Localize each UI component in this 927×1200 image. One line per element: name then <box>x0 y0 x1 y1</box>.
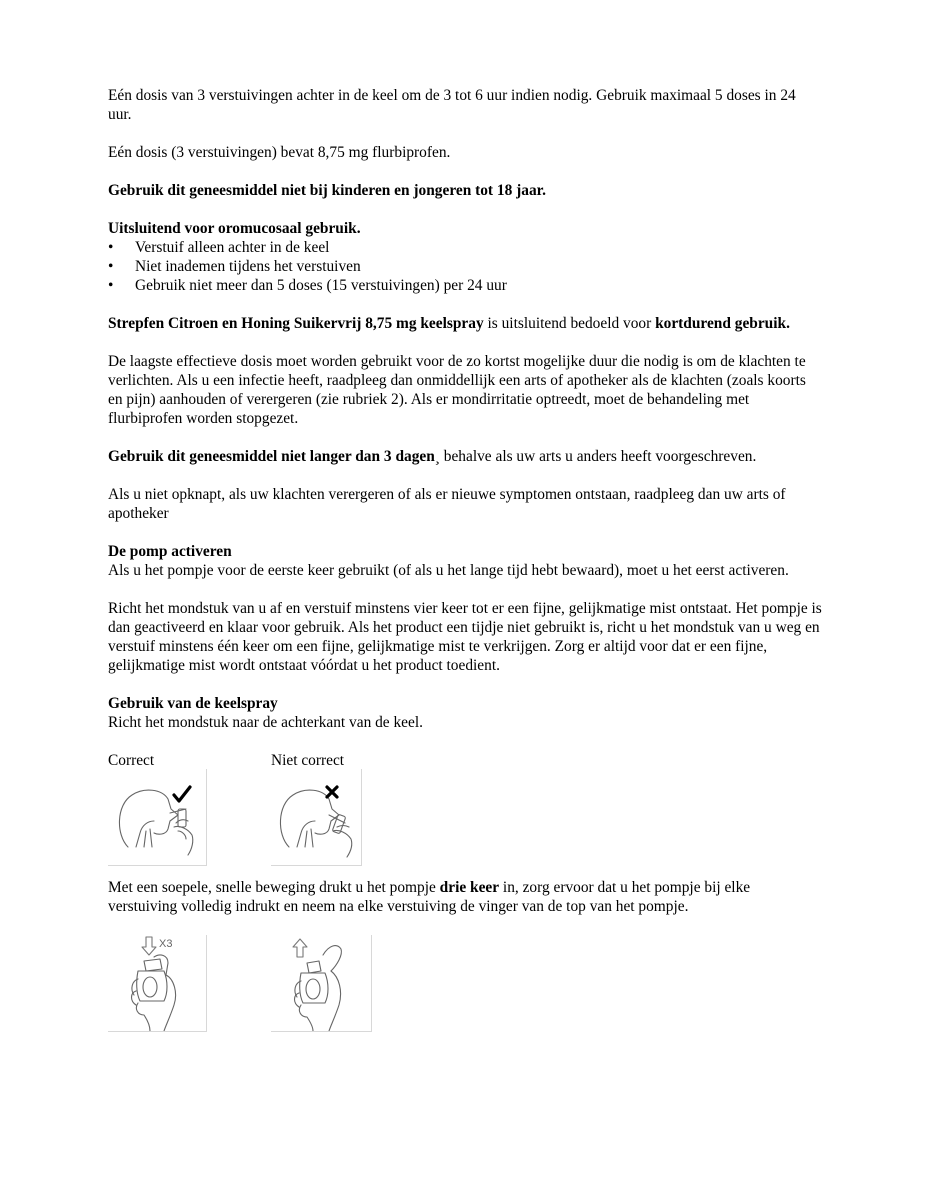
list-item: • Verstuif alleen achter in de keel <box>108 238 823 257</box>
max-days-bold: Gebruik dit geneesmiddel niet langer dan 3 dagen <box>108 448 435 465</box>
no-improvement-paragraph: Als u niet opknapt, als uw klachten verergeren of als er nieuwe symptomen ontstaan, raadpleeg dan uw arts of apotheker <box>108 486 786 522</box>
activate-heading-text: De pomp activeren <box>108 543 232 560</box>
press-figures <box>108 935 823 1035</box>
use-spray-heading <box>108 694 823 713</box>
max-days-paragraph <box>108 447 823 466</box>
spray-direction-figures <box>108 751 823 878</box>
arrow-up-icon <box>293 939 307 957</box>
activate-text: Als u het pompje voor de eerste keer gebruikt (of als u het lange tijd hebt bewaard), moet u het eerst activeren. <box>108 562 789 579</box>
figure-release <box>271 935 372 1032</box>
oromucosal-heading-text: Uitsluitend voor oromucosaal gebruik. <box>108 220 361 237</box>
caption-correct: Correct <box>108 752 155 769</box>
activate-heading <box>108 542 823 561</box>
leaflet-page <box>108 86 823 1035</box>
press-after: in, zorg ervoor dat u het pompje bij elke verstuiving volledig indrukt en neem na elke verstuiving de vinger van de top van het pompje. <box>108 879 751 915</box>
press-before: Met een soepele, snelle beweging drukt u het pompje <box>108 879 440 896</box>
max-days-comma: ¸ <box>434 448 440 465</box>
press-bold: drie keer <box>439 879 500 896</box>
use-spray-heading-text: Gebruik van de keelspray <box>108 695 278 712</box>
figure-press <box>108 935 207 1032</box>
use-spray-text: Richt het mondstuk naar de achterkant van de keel. <box>108 714 423 731</box>
children-warning-text: Gebruik dit geneesmiddel niet bij kinderen en jongeren tot 18 jaar. <box>108 182 546 199</box>
list-item: • Niet inademen tijdens het verstuiven <box>108 257 823 276</box>
max-days-rest: behalve als uw arts u anders heeft voorgeschreven. <box>439 448 757 465</box>
cross-icon <box>327 787 337 797</box>
oromucosal-heading <box>108 219 823 238</box>
children-warning <box>108 181 823 200</box>
lowest-dose-paragraph: De laagste effectieve dosis moet worden gebruikt voor de zo kortst mogelijke duur die nodig is om de klachten te verlichten. Als u een infectie heeft, raadpleeg dan onmiddellijk een arts of apotheker als de klachten (zoals koorts en pijn) aanhouden of verergeren (zie rubriek 2). Als er mondirritatie optreedt, moet de behandeling met flurbiprofen worden stopgezet. <box>108 353 806 427</box>
activate-details: Richt het mondstuk van u af en verstuif minstens vier keer tot er een fijne, gelijkmatige mist ontstaat. Het pompje is dan geactiveerd en klaar voor gebruik. Als het product een tijdje niet gebruikt is, richt u het mondstuk van u weg en verstuif minstens één keer om een fijne, gelijkmatige mist te verkrijgen. Zorg er altijd voor dat er een fijne, gelijkmatige mist wordt ontstaat vóórdat u het product toedient. <box>108 600 822 674</box>
short-use-emphasis: kortdurend gebruik. <box>655 315 790 332</box>
press-paragraph <box>108 878 823 916</box>
caption-incorrect: Niet correct <box>271 752 345 769</box>
dose-instructions: Eén dosis van 3 verstuivingen achter in de keel om de 3 tot 6 uur indien nodig. Gebruik maximaal 5 doses in 24 uur. <box>108 87 796 123</box>
arrow-down-icon <box>142 937 156 955</box>
figure-incorrect <box>271 769 362 866</box>
short-use-middle: is uitsluitend bedoeld voor <box>483 315 656 332</box>
oromucosal-list <box>108 238 823 295</box>
short-use-paragraph <box>108 314 823 333</box>
list-item: • Gebruik niet meer dan 5 doses (15 verstuivingen) per 24 uur <box>108 276 823 295</box>
product-name: Strepfen Citroen en Honing Suikervrij 8,75 mg keelspray <box>108 315 484 332</box>
checkmark-icon <box>174 787 190 801</box>
dose-content: Eén dosis (3 verstuivingen) bevat 8,75 mg flurbiprofen. <box>108 144 451 161</box>
figure-correct <box>108 769 207 866</box>
press-count-label: X3 <box>159 938 173 950</box>
